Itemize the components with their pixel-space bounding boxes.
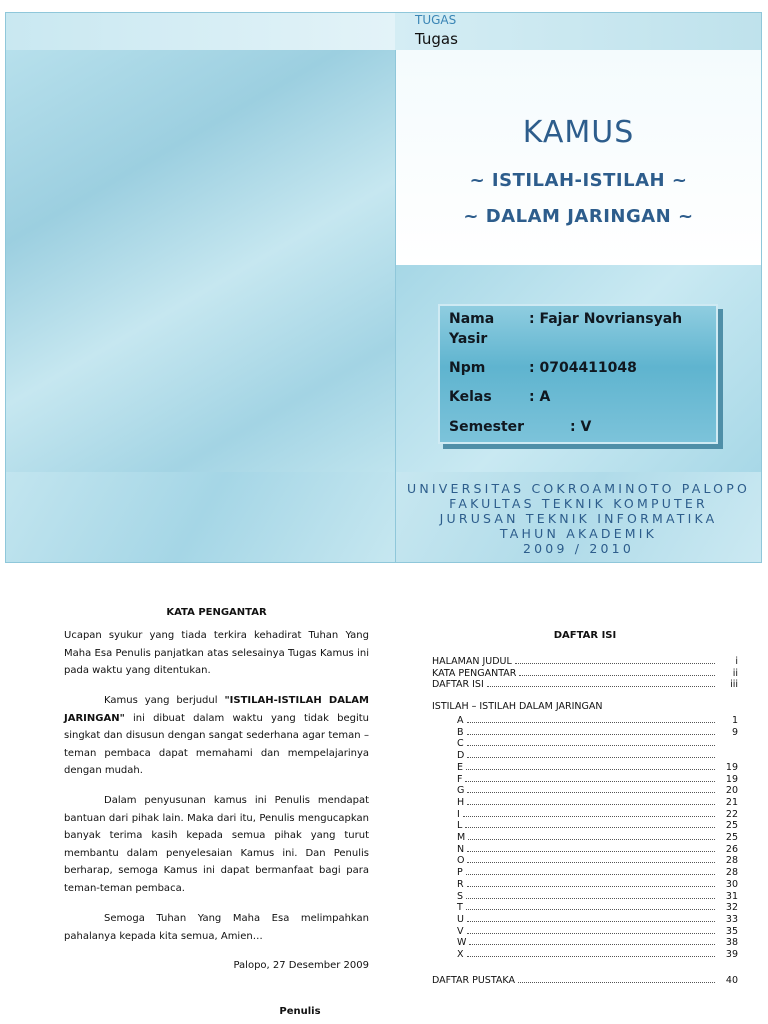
toc-entry-label: D xyxy=(457,750,465,762)
toc-letter-row xyxy=(457,853,738,865)
tugas-title: Tugas xyxy=(415,30,458,48)
toc-entry-label: L xyxy=(457,820,463,832)
preface-paragraph-2 xyxy=(64,692,369,780)
toc-leader-dots xyxy=(466,865,715,875)
cover-bottom-left xyxy=(6,472,396,562)
cover-header-right xyxy=(395,13,761,51)
toc-leader-dots xyxy=(469,935,715,945)
toc-entry-page: 21 xyxy=(725,796,738,808)
toc-letter-row xyxy=(457,865,738,877)
npm-label: Npm xyxy=(449,360,486,376)
toc-entry-label: KATA PENGANTAR xyxy=(432,667,517,679)
p2-bold: "ISTILAH-ISTILAH DALAM JARINGAN" xyxy=(64,695,369,724)
toc-leader-dots xyxy=(467,783,715,793)
toc-leader-dots xyxy=(467,713,716,723)
toc-letter-row xyxy=(457,842,738,854)
toc-entry-label: S xyxy=(457,890,464,902)
toc-back-row xyxy=(432,973,738,985)
cover-subtitle-1: ~ ISTILAH-ISTILAH ~ xyxy=(469,170,688,191)
toc-leader-dots xyxy=(467,725,715,735)
university-name: UNIVERSITAS COKROAMINOTO PALOPO xyxy=(406,481,751,496)
toc-entry-label: N xyxy=(457,843,465,855)
toc-leader-dots xyxy=(487,677,715,687)
cover-header-left xyxy=(6,13,396,51)
toc-entry-label: H xyxy=(457,796,465,808)
toc-leader-dots xyxy=(515,654,715,664)
toc-entry-page: 20 xyxy=(725,785,738,797)
cover-title: KAMUS xyxy=(522,115,635,150)
toc-entry-page: i xyxy=(735,656,738,667)
toc-entry-label: P xyxy=(457,867,463,879)
cover-title-panel xyxy=(396,50,761,266)
toc-entry-page: 39 xyxy=(725,949,738,960)
toc-leader-dots xyxy=(519,666,715,676)
npm-value: : 0704411048 xyxy=(529,360,637,376)
toc-leader-dots xyxy=(465,818,715,828)
university-block xyxy=(396,481,761,556)
toc-leader-dots xyxy=(466,889,715,899)
toc-entry-page: 40 xyxy=(725,975,738,986)
student-info-box xyxy=(438,304,718,444)
cover-info-panel xyxy=(396,265,761,473)
toc-letter-row xyxy=(457,748,738,760)
toc-entry-label: O xyxy=(457,855,465,867)
toc-letter-row xyxy=(457,783,738,795)
toc-entry-label: HALAMAN JUDUL xyxy=(432,656,512,667)
toc-leader-dots xyxy=(467,912,715,922)
nama-value: : Fajar Novriansyah xyxy=(529,311,683,327)
preface-paragraph-3: Dalam penyusunan kamus ini Penulis mendapat bantuan dari pihak lain. Maka dari itu, Penulis mengucapkan banyak terima kasih kepada semua pihak yang turut membantu dalam penyelesaian Kamus ini. Dan Penulis berharap, semoga Kamus ini dapat bermanfaat bagi para teman-teman pembaca. xyxy=(64,795,369,894)
toc-letter-row xyxy=(457,900,738,912)
toc-entry-page: 35 xyxy=(725,925,738,937)
toc-leader-dots xyxy=(468,830,715,840)
cover-subtitle-2: ~ DALAM JARINGAN ~ xyxy=(463,206,694,227)
toc-entry-label: A xyxy=(457,715,464,726)
toc-letter-row xyxy=(457,818,738,830)
info-row-semester xyxy=(449,419,591,435)
p2-post: ini dibuat dalam waktu yang tidak begitu singkat dan disusun dengan sangat sederhana agar teman – teman pembaca dapat memahami dan mempelajarinya dengan mudah. xyxy=(64,712,369,776)
academic-year-label: TAHUN AKADEMIK xyxy=(499,526,658,541)
toc-entry-page: ii xyxy=(732,667,738,679)
toc-letter-row xyxy=(457,725,738,737)
toc-entry-page: 22 xyxy=(725,808,738,820)
kelas-label: Kelas xyxy=(449,389,492,405)
tugas-label: TUGAS xyxy=(415,13,457,27)
toc-leader-dots xyxy=(467,748,715,758)
toc-entry-page: 19 xyxy=(725,773,738,785)
toc-entry-label: R xyxy=(457,878,464,890)
toc-entry-label: DAFTAR ISI xyxy=(432,679,484,690)
nama-value-cont: Yasir xyxy=(449,331,488,347)
toc-letter-row xyxy=(457,830,738,842)
toc-leader-dots xyxy=(518,973,715,983)
toc-letter-row xyxy=(457,736,738,748)
toc-entry-label: DAFTAR PUSTAKA xyxy=(432,975,515,986)
info-row-nama-cont xyxy=(449,331,487,347)
toc-entry-label: V xyxy=(457,925,464,937)
toc-entry-page: 33 xyxy=(725,913,738,925)
toc-letter-row xyxy=(457,807,738,819)
toc-entry-page: 28 xyxy=(725,867,738,879)
toc-entry-page: 1 xyxy=(731,715,738,726)
nama-label: Nama xyxy=(449,311,495,327)
kelas-value: : A xyxy=(529,389,551,405)
toc-entry-label: I xyxy=(457,808,460,820)
toc-entry-page: 30 xyxy=(725,878,738,890)
toc-letter-row xyxy=(457,947,738,959)
preface-paragraph-4: Semoga Tuhan Yang Maha Esa melimpahkan pahalanya kepada kita semua, Amien… xyxy=(64,913,369,942)
semester-label: Semester xyxy=(449,419,525,435)
toc-leader-dots xyxy=(466,760,715,770)
toc-leader-dots xyxy=(467,842,715,852)
toc-entry-label: M xyxy=(457,832,466,843)
semester-value: : V xyxy=(570,419,592,435)
toc-entry-label: W xyxy=(457,937,467,949)
toc-leader-dots xyxy=(467,853,715,863)
toc-letter-row xyxy=(457,795,738,807)
toc-letter-row xyxy=(457,772,738,784)
info-row-npm xyxy=(449,360,637,376)
preface-paragraph-1: Ucapan syukur yang tiada terkira kehadirat Tuhan Yang Maha Esa Penulis panjatkan atas selesainya Tugas Kamus ini pada waktu yang ditentukan. xyxy=(64,630,369,676)
toc-letter-row xyxy=(457,760,738,772)
toc-entry-label: T xyxy=(457,902,463,914)
toc-entry-label: F xyxy=(457,773,463,785)
toc-entry-page: 9 xyxy=(731,726,738,738)
toc-entry-label: C xyxy=(457,738,464,750)
toc-entry-label: U xyxy=(457,913,464,925)
info-row-nama xyxy=(449,311,682,327)
toc-entry-page: 25 xyxy=(725,820,738,832)
toc-section-heading: ISTILAH – ISTILAH DALAM JARINGAN xyxy=(432,701,603,712)
cover-left-panel xyxy=(6,50,396,473)
p2-pre: Kamus yang berjudul xyxy=(104,695,225,706)
toc-front-row xyxy=(432,666,738,678)
preface-date: Palopo, 27 Desember 2009 xyxy=(233,960,369,971)
faculty-name: FAKULTAS TEKNIK KOMPUTER xyxy=(449,496,708,511)
toc-entry-page: 38 xyxy=(725,937,738,949)
toc-entry-page: 31 xyxy=(725,890,738,902)
preface-title: KATA PENGANTAR xyxy=(166,607,267,618)
toc-leader-dots xyxy=(467,736,715,746)
toc-leader-dots xyxy=(467,795,715,805)
toc-letter-row xyxy=(457,924,738,936)
toc-entry-label: X xyxy=(457,949,464,960)
toc-leader-dots xyxy=(467,947,715,957)
info-row-kelas xyxy=(449,389,550,405)
toc-entry-label: G xyxy=(457,785,465,797)
toc-letter-row xyxy=(457,713,738,725)
toc-leader-dots xyxy=(465,772,715,782)
toc-letter-row xyxy=(457,935,738,947)
toc-front-row xyxy=(432,654,738,666)
toc-entry-page: 19 xyxy=(725,761,738,773)
toc-entry-page: 25 xyxy=(725,832,738,843)
toc-letter-row xyxy=(457,889,738,901)
academic-year: 2009 / 2010 xyxy=(523,541,634,556)
toc-entry-page: 28 xyxy=(725,855,738,867)
toc-letter-row xyxy=(457,877,738,889)
toc-title: DAFTAR ISI xyxy=(553,630,617,641)
toc-leader-dots xyxy=(467,924,716,934)
department-name: JURUSAN TEKNIK INFORMATIKA xyxy=(439,511,718,526)
preface-author: Penulis xyxy=(279,1006,321,1017)
toc-letter-row xyxy=(457,912,738,924)
toc-entry-label: E xyxy=(457,761,464,773)
toc-leader-dots xyxy=(466,900,715,910)
toc-leader-dots xyxy=(463,807,715,817)
cover-page xyxy=(5,12,762,563)
toc-entry-label: B xyxy=(457,726,464,738)
toc-leader-dots xyxy=(467,877,715,887)
toc-entry-page: 32 xyxy=(725,902,738,914)
toc-entry-page: 26 xyxy=(725,843,738,855)
cover-bottom-right xyxy=(396,472,761,562)
toc-front-row xyxy=(432,677,738,689)
toc-entry-page: iii xyxy=(730,679,738,690)
